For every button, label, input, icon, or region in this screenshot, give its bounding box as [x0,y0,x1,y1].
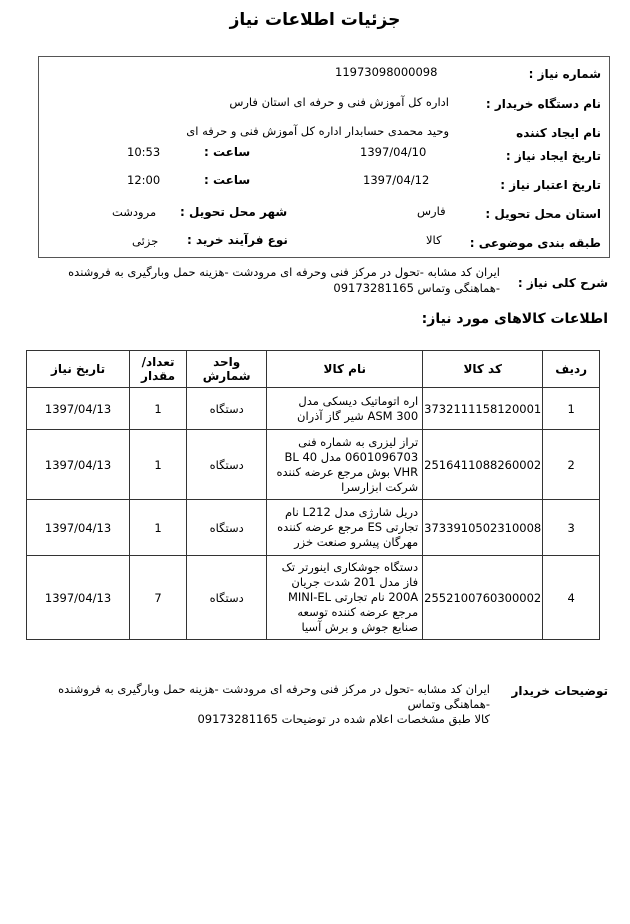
city-label: شهر محل تحویل : [180,205,288,219]
buyer-notes-label: توضیحات خریدار [511,684,608,698]
cell-unit: دستگاه [187,556,267,640]
create-date-label: تاریخ ایجاد نیاز : [505,149,601,163]
cell-unit: دستگاه [187,388,267,430]
cell-row-number: 4 [543,556,600,640]
need-info-box [38,56,610,258]
category-value: کالا [426,233,442,247]
need-number-label: شماره نیاز : [528,67,601,81]
cell-quantity: 7 [130,556,187,640]
cell-row-number: 1 [543,388,600,430]
cell-date: 1397/04/13 [27,430,130,500]
col-header-unit: واحد شمارش [187,351,267,388]
col-header-name: نام کالا [267,351,423,388]
col-header-code: کد کالا [423,351,543,388]
create-time-value: 10:53 [127,145,161,159]
buyer-notes-line: -هماهنگی وتماس [407,697,490,711]
general-desc-text: ایران کد مشابه -تحول در مرکز فنی وحرفه ای مرودشت -هزینه حمل وبارگیری به فروشنده -هماهنگی وتماس 09173281165 [68,265,500,295]
cell-code: 2552100760300002 [423,556,543,640]
category-label: طبقه بندی موضوعی : [469,236,601,250]
valid-date-label: تاریخ اعتبار نیاز : [500,178,601,192]
buyer-label: نام دستگاه خریدار : [485,97,601,111]
cell-unit: دستگاه [187,430,267,500]
creator-value: وحید محمدی حسابدار اداره کل آموزش فنی و حرفه ای [186,124,449,138]
table-row [27,500,600,556]
col-header-row-number: ردیف [543,351,600,388]
create-time-label: ساعت : [204,145,251,159]
cell-quantity: 1 [130,388,187,430]
cell-date: 1397/04/13 [27,556,130,640]
buyer-value: اداره کل آموزش فنی و حرفه ای استان فارس [229,95,449,109]
buyer-notes-line: کالا طبق مشخصات اعلام شده در توضیحات 09173281165 [197,712,490,726]
table-header-row [27,351,600,388]
cell-name: تراز لیزری به شماره فنی 0601096703 مدل BL 40 VHR بوش مرجع عرضه کننده شرکت ابزارسرا [267,430,423,500]
cell-name: اره اتوماتیک دیسکی مدل ASM 300 شیر گاز آذران [267,388,423,430]
table-row [27,388,600,430]
province-label: استان محل تحویل : [485,207,601,221]
cell-quantity: 1 [130,500,187,556]
table-row [27,430,600,500]
cell-name: دریل شارژی مدل L212 نام تجارتی ES مرجع عرضه کننده مهرگان پیشرو صنعت خزر [267,500,423,556]
cell-date: 1397/04/13 [27,500,130,556]
goods-section-title: اطلاعات کالاهای مورد نیاز: [421,311,608,327]
goods-table [26,350,600,640]
cell-code: 2516411088260002 [423,430,543,500]
col-header-quantity: تعداد/ مقدار [130,351,187,388]
valid-date-value: 1397/04/12 [363,173,430,187]
buyer-notes [30,682,490,727]
create-date-value: 1397/04/10 [360,145,427,159]
table-row [27,556,600,640]
buyer-notes-line: ایران کد مشابه -تحول در مرکز فنی وحرفه ای مرودشت -هزینه حمل وبارگیری به فروشنده [58,682,490,696]
valid-time-value: 12:00 [127,173,161,187]
province-value: فارس [417,204,446,218]
cell-unit: دستگاه [187,500,267,556]
creator-label: نام ایجاد کننده [516,126,601,140]
cell-row-number: 2 [543,430,600,500]
cell-quantity: 1 [130,430,187,500]
cell-code: 3733910502310008 [423,500,543,556]
general-desc-label: شرح کلی نیاز : [517,276,608,290]
page-title: جزئیات اطلاعات نیاز [229,10,401,30]
cell-name: دستگاه جوشکاری اینورتر تک فاز مدل 201 شدت جریان 200A نام تجارتی MINI-EL مرجع عرضه کننده توسعه صنایع جوش و برش آسیا [267,556,423,640]
valid-time-label: ساعت : [204,173,251,187]
need-number-value: 11973098000098 [335,65,438,79]
cell-row-number: 3 [543,500,600,556]
process-label: نوع فرآیند خرید : [187,233,288,247]
cell-date: 1397/04/13 [27,388,130,430]
city-value: مرودشت [112,205,157,219]
col-header-date: تاریخ نیاز [27,351,130,388]
process-value: جزئی [132,234,159,248]
cell-code: 3732111158120001 [423,388,543,430]
